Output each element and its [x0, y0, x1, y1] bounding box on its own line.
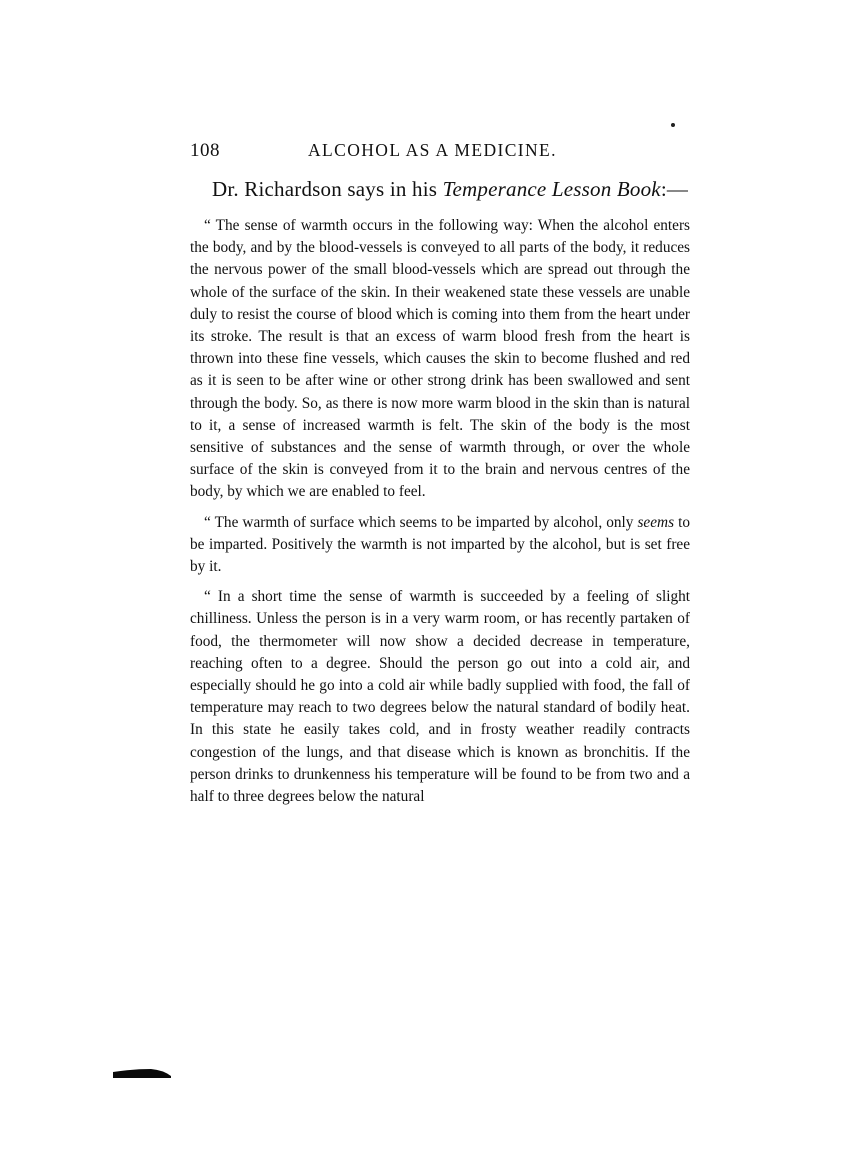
book-page: [190, 140, 690, 816]
ink-speck: [671, 123, 675, 127]
quote-paragraph-1: [190, 215, 690, 504]
paragraph-text-continued: to be imparted. Positively the warmth is not imparted by the alcohol, but is set free by it.: [190, 513, 690, 576]
paragraph-text: “ The warmth of surface which seems to be imparted by alcohol, only: [204, 513, 638, 531]
running-title: ALCOHOL AS A MEDICINE.: [308, 140, 557, 160]
quote-paragraph-3: [190, 586, 690, 808]
scan-thumb-mark: [113, 1068, 171, 1078]
quote-paragraph-2: [190, 512, 690, 579]
book-title: Temperance Lesson Book: [442, 177, 661, 201]
paragraph-text: “ The sense of warmth occurs in the following way: When the alcohol enters the body, and by the blood-vessels is conveyed to all parts of the body, it reduces the nervous power of the small blood-vessels which are spread out through the whole of the surface of the skin. In their weakened state these vessels are unable duly to resist the course of blood which is coming into them from the heart under its stroke. The result is that an excess of warm blood fresh from the heart is thrown into these fine vessels, which causes the skin to become flushed and red as it is seen to be after wine or other strong drink has been swallowed and sent through the body. So, as there is now more warm blood in the skin than is natural to it, a sense of increased warmth is felt. The skin of the body is the most sensitive of substances and the sense of warmth through, or over the whole surface of the skin is conveyed from it to the brain and nervous centres of the body, by which we are enabled to feel.: [190, 217, 690, 501]
intro-sentence: [190, 176, 690, 203]
emphasized-word: seems: [637, 513, 675, 531]
paragraph-text: “ In a short time the sense of warmth is succeeded by a feeling of slight chilliness. Unless the person is in a very warm room, or has recently partaken of food, the thermometer will now show a decided decrease in temperature, reaching often to a degree. Should the person go out into a cold air, and especially should he go into a cold air while badly supplied with food, the fall of temperature may reach to two degrees below the natural standard of bodily heat. In this state he easily takes cold, and in frosty weather readily contracts congestion of the lungs, and that disease which is known as bronchitis. If the person drinks to drunkenness his temperature will be found to be from two and a half to three degrees below the natural: [190, 588, 690, 806]
page-header: [190, 140, 690, 162]
intro-ending: :—: [660, 177, 689, 201]
intro-text: Dr. Richardson says in his: [212, 177, 443, 201]
page-number: 108: [190, 140, 220, 161]
